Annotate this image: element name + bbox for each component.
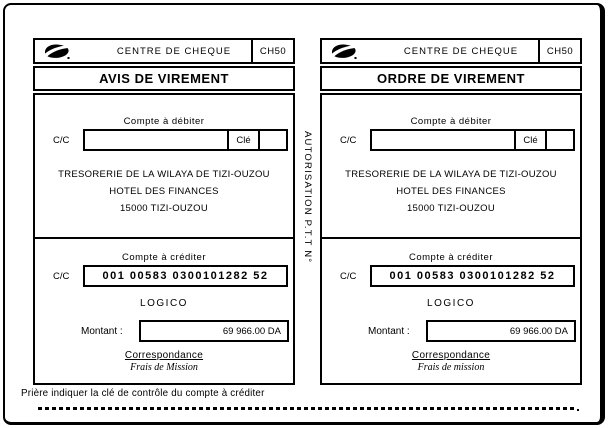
credit-account-row xyxy=(340,265,580,287)
amount-label: Montant : xyxy=(81,325,123,337)
beneficiary-line: 15000 TIZI-OUZOU xyxy=(406,203,496,214)
debit-account-row xyxy=(53,129,293,151)
correspondence-note: Frais de Mission xyxy=(130,362,198,373)
debit-section-label: Compte à débiter xyxy=(410,116,492,127)
footer-note: Prière indiquer la clé de contrôle du compte à créditer xyxy=(21,388,265,399)
key-label: Clé xyxy=(227,131,258,149)
panel-title: ORDRE DE VIREMENT xyxy=(320,66,582,91)
ordre-de-virement-panel xyxy=(320,38,582,385)
debit-account-box xyxy=(83,129,288,151)
beneficiary-line: 15000 TIZI-OUZOU xyxy=(119,203,209,214)
credit-account-number: 001 00583 0300101282 52 xyxy=(389,270,556,282)
beneficiary-line: TRESORERIE DE LA WILAYA DE TIZI-OUZOU xyxy=(58,169,270,180)
avis-de-virement-panel xyxy=(33,38,295,385)
swirl-post-logo-icon xyxy=(329,43,359,60)
cut-line-end-dot xyxy=(577,409,579,411)
form-code-badge: CH50 xyxy=(251,40,293,62)
credit-account-box xyxy=(83,265,288,287)
key-field xyxy=(545,131,573,149)
correspondence-label: Correspondance xyxy=(411,350,491,361)
amount-row xyxy=(322,320,580,342)
credit-account-number: 001 00583 0300101282 52 xyxy=(102,270,269,282)
cc-label: C/C xyxy=(340,270,357,282)
debit-section xyxy=(322,95,580,239)
authorization-ptt-label: AUTORISATION P.T.T N° xyxy=(302,131,313,264)
beneficiary-line: HOTEL DES FINANCES xyxy=(396,186,506,197)
cc-label: C/C xyxy=(53,270,70,282)
debit-section xyxy=(35,95,293,239)
beneficiary-line: TRESORERIE DE LA WILAYA DE TIZI-OUZOU xyxy=(345,169,557,180)
account-holder: LOGICO xyxy=(140,298,188,309)
amount-label: Montant : xyxy=(368,325,410,337)
panel-title: AVIS DE VIREMENT xyxy=(33,66,295,91)
debit-account-field xyxy=(85,131,227,149)
debit-account-row xyxy=(340,129,580,151)
beneficiary-line: HOTEL DES FINANCES xyxy=(109,186,219,197)
credit-section xyxy=(322,239,580,383)
org-name: CENTRE DE CHEQUE xyxy=(116,45,232,57)
form-code-badge: CH50 xyxy=(538,40,580,62)
beneficiary-address xyxy=(35,166,293,217)
amount-value-box: 69 966.00 DA xyxy=(426,320,576,342)
credit-account-row xyxy=(53,265,293,287)
swirl-post-logo-icon xyxy=(42,43,72,60)
cc-label: C/C xyxy=(53,134,70,146)
cut-line-divider xyxy=(38,407,576,410)
key-field xyxy=(258,131,286,149)
amount-value-box: 69 966.00 DA xyxy=(139,320,289,342)
logo-cell xyxy=(322,40,384,62)
cc-label: C/C xyxy=(340,134,357,146)
panel-header xyxy=(33,38,295,64)
credit-section xyxy=(35,239,293,383)
logo-cell xyxy=(35,40,97,62)
beneficiary-address xyxy=(322,166,580,217)
panel-header xyxy=(320,38,582,64)
panel-body xyxy=(33,93,295,385)
account-holder: LOGICO xyxy=(427,298,475,309)
key-label: Clé xyxy=(514,131,545,149)
form-page xyxy=(3,3,605,425)
credit-section-label: Compte à créditer xyxy=(408,252,493,263)
credit-account-box xyxy=(370,265,575,287)
panel-body xyxy=(320,93,582,385)
correspondence-note: Frais de mission xyxy=(417,362,485,373)
org-name: CENTRE DE CHEQUE xyxy=(403,45,519,57)
debit-account-field xyxy=(372,131,514,149)
debit-account-box xyxy=(370,129,575,151)
correspondence-label: Correspondance xyxy=(124,350,204,361)
amount-row xyxy=(35,320,293,342)
credit-section-label: Compte à créditer xyxy=(121,252,206,263)
debit-section-label: Compte à débiter xyxy=(123,116,205,127)
